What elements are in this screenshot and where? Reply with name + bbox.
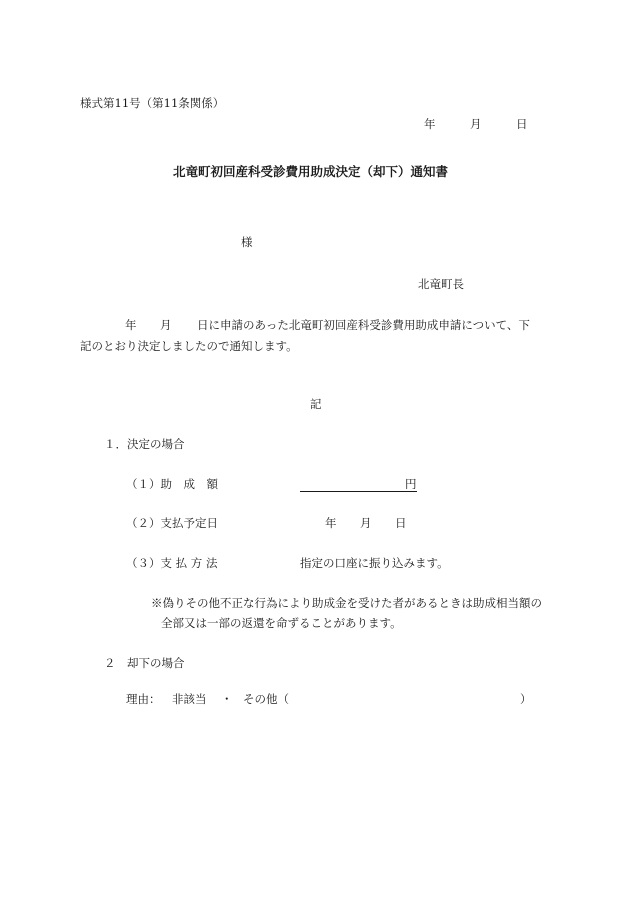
addressee-suffix: 様 <box>241 235 253 249</box>
amount-unit: 円 <box>405 477 417 491</box>
reason-option-other[interactable]: その他（ <box>243 692 289 706</box>
section2-heading: ２ 却下の場合 <box>104 656 185 670</box>
date-month: 月 <box>470 117 482 131</box>
body-line2: 記のとおり決定しましたので通知します。 <box>80 339 298 353</box>
payment-method-label: （３）支 払 方 法 <box>126 556 218 570</box>
note-line1: ※偽りその他不正な行為により助成金を受けた者があるときは助成相当額の <box>151 596 542 610</box>
payment-month: 月 <box>360 516 372 530</box>
amount-field[interactable] <box>300 478 417 492</box>
body-line1-rest: 日に申請のあった北竜町初回産科受診費用助成申請について、下 <box>197 318 530 332</box>
ki-heading: 記 <box>310 397 322 411</box>
payment-method-value: 指定の口座に振り込みます。 <box>300 556 449 570</box>
payment-year: 年 <box>325 516 337 530</box>
reason-close-paren: ） <box>520 692 532 706</box>
issuer-name: 北竜町長 <box>418 277 464 291</box>
date-year: 年 <box>424 117 436 131</box>
section1-heading: １．決定の場合 <box>104 437 185 451</box>
amount-label: （１）助 成 額 <box>126 477 218 491</box>
note-line2: 全部又は一部の返還を命ずることがあります。 <box>161 616 402 630</box>
date-day: 日 <box>516 117 528 131</box>
document-title: 北竜町初回産科受診費用助成決定（却下）通知書 <box>173 164 449 179</box>
reason-separator: ・ <box>221 692 233 706</box>
form-number: 様式第11号（第11条関係） <box>80 96 225 110</box>
reason-option-not-applicable[interactable]: 非該当 <box>172 692 207 706</box>
payment-date-label: （２）支払予定日 <box>126 516 218 530</box>
body-month: 月 <box>160 318 172 332</box>
payment-day: 日 <box>395 516 407 530</box>
body-year: 年 <box>125 318 137 332</box>
reason-label: 理由： <box>126 692 161 706</box>
